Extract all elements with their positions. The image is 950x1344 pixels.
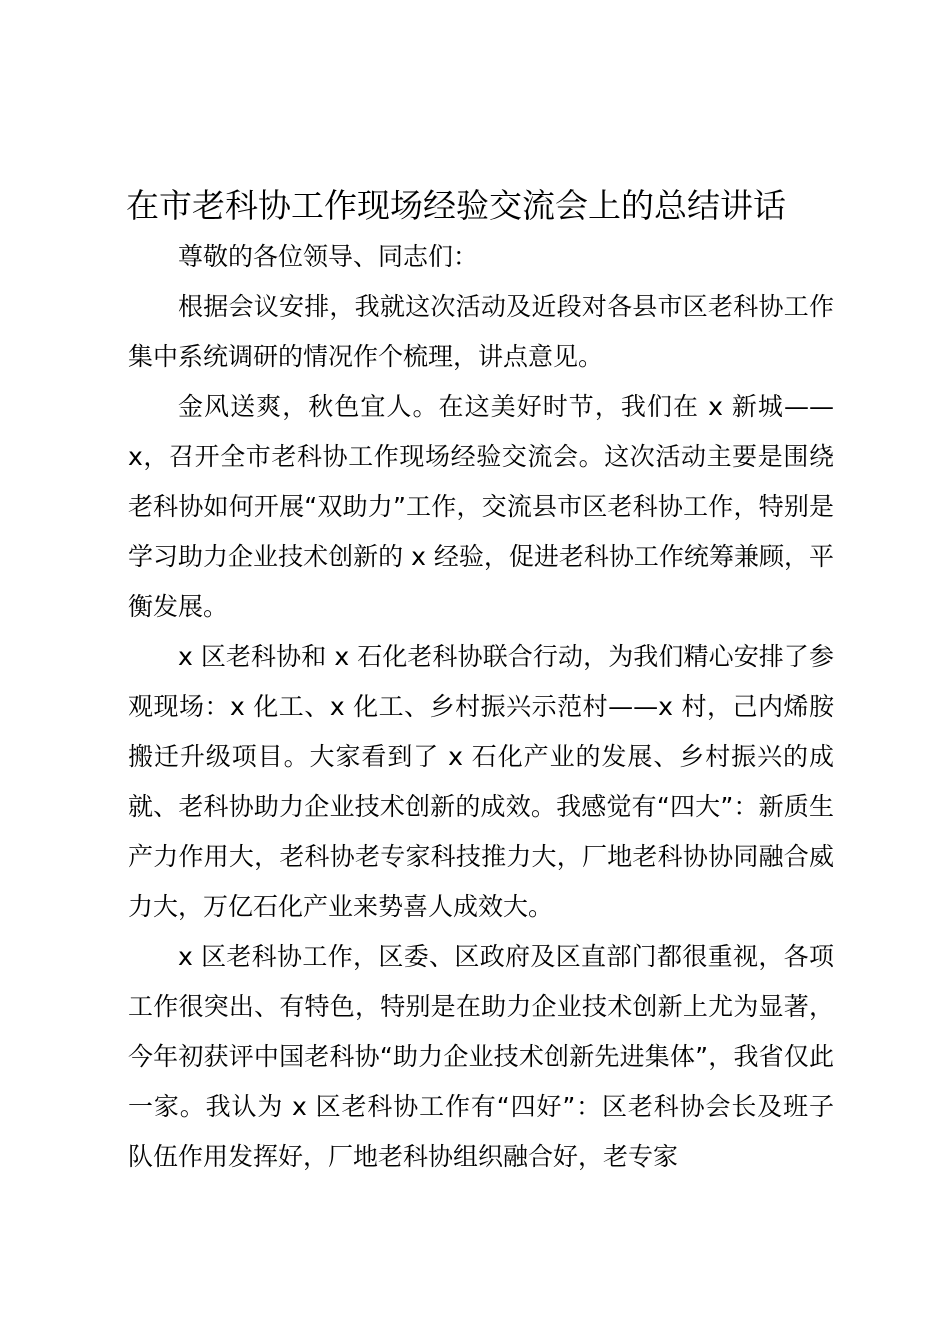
document-body	[128, 232, 834, 1182]
body-paragraph: x 区老科协和 x 石化老科协联合行动，为我们精心安排了参观现场：x 化工、x 化工、乡村振兴示范村——x 村，己内烯胺搬迁升级项目。大家看到了 x 石化产业的发展、乡村振兴的成就、老科协助力企业技术创新的成效。我感觉有“四大”：新质生产力作用大，老科协老专家科技推力大，厂地老科协协同融合威力大，万亿石化产业来势喜人成效大。	[128, 642, 834, 921]
document-title: 在市老科协工作现场经验交流会上的总结讲话	[126, 186, 786, 225]
body-paragraph: x 区老科协工作，区委、区政府及区直部门都很重视，各项工作很突出、有特色，特别是在助力企业技术创新上尤为显著，今年初获评中国老科协“助力企业技术创新先进集体”，我省仅此一家。我认为 x 区老科协工作有“四好”：区老科协会长及班子队伍作用发挥好，厂地老科协组织融合好，老专家	[128, 942, 834, 1171]
body-paragraph: 根据会议安排，我就这次活动及近段对各县市区老科协工作集中系统调研的情况作个梳理，讲点意见。	[128, 292, 834, 371]
body-paragraph: 金风送爽，秋色宜人。在这美好时节，我们在 x 新城——x，召开全市老科协工作现场经验交流会。这次活动主要是围绕老科协如何开展“双助力”工作，交流县市区老科协工作，特别是学习助力企业技术创新的 x 经验，促进老科协工作统筹兼顾，平衡发展。	[128, 392, 834, 621]
salutation-paragraph: 尊敬的各位领导、同志们：	[178, 242, 479, 271]
